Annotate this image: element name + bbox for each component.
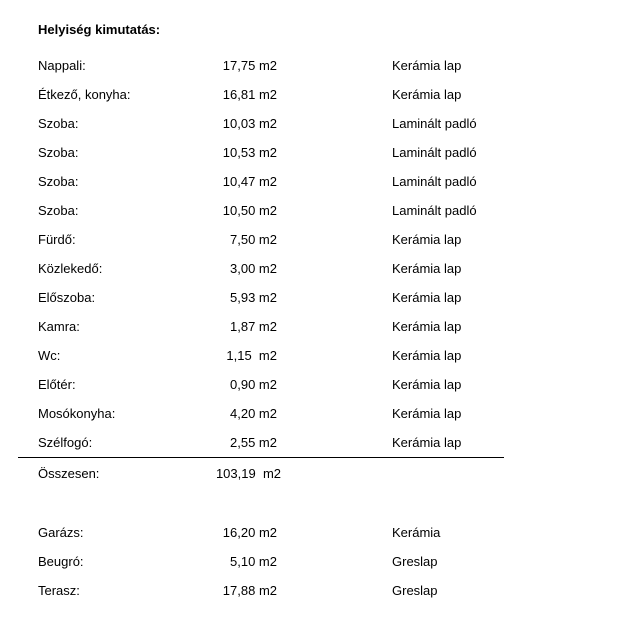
table-row xyxy=(0,173,640,191)
room-material: Kerámia lap xyxy=(392,232,462,247)
room-material: Kerámia lap xyxy=(392,406,462,421)
table-row xyxy=(0,347,640,365)
table-row xyxy=(0,231,640,249)
room-area: 5,93 m2 xyxy=(230,290,277,305)
table-row xyxy=(0,289,640,307)
room-material: Laminált padló xyxy=(392,145,477,160)
room-material: Laminált padló xyxy=(392,116,477,131)
room-material: Kerámia lap xyxy=(392,261,462,276)
room-name: Étkező, konyha: xyxy=(38,87,131,102)
room-area: 16,20 m2 xyxy=(222,525,277,540)
room-material: Kerámia lap xyxy=(392,58,462,73)
room-material: Kerámia lap xyxy=(392,377,462,392)
table-row xyxy=(0,582,640,600)
table-row xyxy=(0,202,640,220)
room-name: Szélfogó: xyxy=(38,435,93,450)
room-name: Garázs: xyxy=(38,525,84,540)
total-label: Összesen: xyxy=(38,466,100,481)
room-name: Szoba: xyxy=(38,203,79,218)
room-name: Előszoba: xyxy=(38,290,96,305)
room-material: Kerámia lap xyxy=(392,87,462,102)
room-name: Nappali: xyxy=(38,58,86,73)
room-name: Mosókonyha: xyxy=(38,406,116,421)
table-row xyxy=(0,57,640,75)
room-name: Szoba: xyxy=(38,116,79,131)
room-material: Laminált padló xyxy=(392,174,477,189)
table-row xyxy=(0,434,640,452)
room-material: Kerámia lap xyxy=(392,435,462,450)
table-row xyxy=(0,524,640,542)
document-title: Helyiség kimutatás: xyxy=(38,22,161,37)
room-name: Kamra: xyxy=(38,319,80,334)
room-material: Kerámia lap xyxy=(392,290,462,305)
room-material: Greslap xyxy=(392,554,438,569)
room-material: Greslap xyxy=(392,583,438,598)
room-area: 17,75 m2 xyxy=(222,58,277,73)
room-area: 17,88 m2 xyxy=(222,583,277,598)
room-area: 1,87 m2 xyxy=(230,319,277,334)
table-row xyxy=(0,376,640,394)
room-name: Fürdő: xyxy=(38,232,76,247)
table-row xyxy=(0,405,640,423)
table-row xyxy=(0,260,640,278)
room-name: Terasz: xyxy=(38,583,80,598)
room-material: Kerámia xyxy=(392,525,441,540)
total-divider xyxy=(18,457,504,458)
room-area: 5,10 m2 xyxy=(230,554,277,569)
room-area: 10,03 m2 xyxy=(222,116,277,131)
room-area: 1,15 m2 xyxy=(226,348,277,363)
room-name: Beugró: xyxy=(38,554,84,569)
room-name: Szoba: xyxy=(38,145,79,160)
room-name: Szoba: xyxy=(38,174,79,189)
room-name: Wc: xyxy=(38,348,61,363)
room-area: 2,55 m2 xyxy=(230,435,277,450)
table-row xyxy=(0,318,640,336)
table-row xyxy=(0,553,640,571)
room-area: 3,00 m2 xyxy=(230,261,277,276)
room-area: 10,50 m2 xyxy=(222,203,277,218)
room-material: Kerámia lap xyxy=(392,319,462,334)
total-area: 103,19 m2 xyxy=(215,466,281,481)
room-area: 16,81 m2 xyxy=(222,87,277,102)
room-area: 10,53 m2 xyxy=(222,145,277,160)
table-row xyxy=(0,144,640,162)
room-material: Laminált padló xyxy=(392,203,477,218)
room-name: Közlekedő: xyxy=(38,261,103,276)
room-area: 10,47 m2 xyxy=(222,174,277,189)
room-area: 0,90 m2 xyxy=(230,377,277,392)
room-material: Kerámia lap xyxy=(392,348,462,363)
table-row xyxy=(0,86,640,104)
total-row xyxy=(0,465,640,483)
room-area: 7,50 m2 xyxy=(230,232,277,247)
room-name: Előtér: xyxy=(38,377,76,392)
table-row xyxy=(0,115,640,133)
room-area: 4,20 m2 xyxy=(230,406,277,421)
